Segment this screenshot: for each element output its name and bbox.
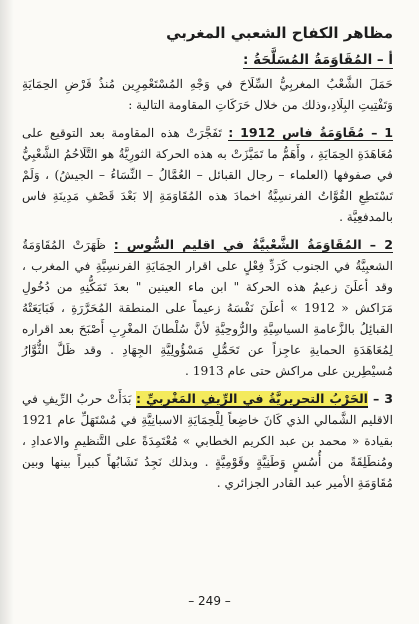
item-sous <box>22 234 393 382</box>
item-fes <box>22 122 393 228</box>
item-rif-number: 3 – <box>368 391 393 406</box>
item-rif <box>22 388 393 494</box>
section-heading-text: أ – المُقَاوَمَةُ المُسَلَّحَةُ : <box>243 52 393 68</box>
item-fes-body: تَفَجَّرَتْ هذه المقاومة بعد التوقيع على مُعَاهَدَةِ الحِمَايَةِ ، وأَهَمُّ ما تَمَيَّزَتْ به هذه الحركة الثورِيَّةُ هو التَّلَاحُمُ الشَّعْبِيُّ في صفوفها (العلماء – رجال القبائل – العُمَّالُ – النِّسَاءُ – الجيشُ) ، وَلَمْ تَسْتَطِعِ القُوَّاتُ الفرنسِيَّةُ اخمادَ هذه المُقَاوَمَةِ إلا بَعْدَ قَصْفِ مَدِينَةِ فاس بالمدفعِيَّة . <box>22 126 393 224</box>
item-sous-title: 2 – المُقَاوَمَةُ الشَّعْبِيَّةُ في اقليم السُّوس : <box>113 237 393 252</box>
intro-paragraph: حَمَلَ الشَّعْبُ المغربِيُّ السِّلَاحَ في وَجْهِ المُسْتَعْمِرِين مُنذُ فَرْضِ الحِمَايَةِ وَتَفْتِيتِ البِلَادِ،وذلك من خلال حَرَكَاتِ المقاومة التالية : <box>22 77 393 112</box>
page-shadow <box>0 0 14 624</box>
item-rif-title-highlighted: الحَرْبُ التحريريَّةُ في الرِّيفِ المَغْرِبِيِّ : <box>136 391 368 406</box>
page-title: مظاهر الكفاح الشعبي المغربي <box>166 24 393 42</box>
page-number: – 249 – <box>188 594 231 608</box>
item-rif-body: بَدَأَتْ حربُ الرِّيفِ في الاقليم الشَّمالي الذي كَانَ خاضِعاً لِلْحِمَايَةِ الاسبانِيَّةِ في مُسْتَهَلِّ عام 1921 بقيادة « محمد بن عبد الكريم الخطابي » مُعْتَمِدَةً على التَّنظيمِ والاعدادِ ، ومُنطَلِقَةً من أُسُسٍ وَطَنِيَّةٍ وقَوْمِيَّةٍ . وبذلك نَجِدُ تَشَابُهاً كبيراً بينها وبين مُقَاوَمَةِ الأمير عبد القادر الجزائري . <box>22 392 393 490</box>
item-fes-title: 1 – مُقَاوَمَةُ فاس 1912 : <box>228 125 394 140</box>
item-sous-body: ظَهَرَتْ المُقَاوَمَةُ الشعبِيَّةُ في الجنوب كَرَدِّ فِعْلٍ على اقرار الحِمَايَةِ الفرنسِيَّةِ في المغرب ، وقد أعلَنَ زعيمُ هذه الحركة " ابن ماء العينين " بعدَ تَمَكُّنِهِ من دُخُولِ مَرَاكش « 1912 » أعلَنَ نَفْسَهُ زعيماً على المنطقة المُحَرَّرَةِ ، فَبَايَعَتْهُ القبائِلُ بالزَّعامةِ السياسِيَّةِ والرُّوحِيَّةِ لأنَّ سُلْطانَ المغْرِبِ أَصْبَحَ بعد اقراره لِمُعَاهَدَةِ الحمايةِ عاجِزاً عن تَحَمُّلِ مَسْؤُولِيَّةِ الجِهَادِ . وقد ظَلَّ الثُّوَّارُ مُسيْطِرين على مراكش حتى عام 1913 . <box>22 238 393 378</box>
section-heading <box>22 52 393 68</box>
